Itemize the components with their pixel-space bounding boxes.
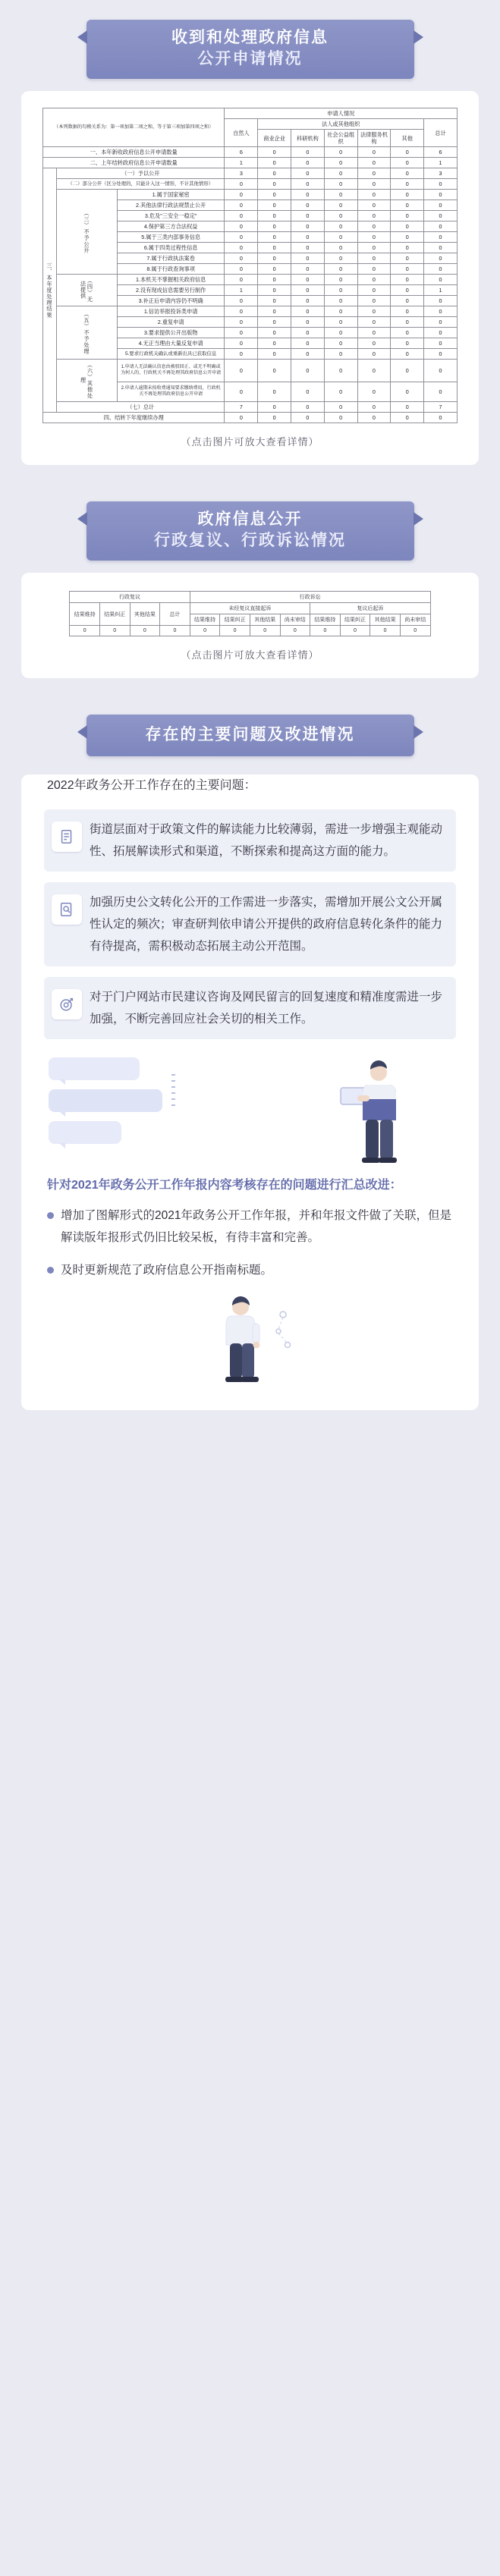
document-icon (52, 821, 82, 852)
cell: 0 (391, 275, 424, 285)
table2-col: 结果纠正 (340, 614, 370, 626)
cell: 0 (258, 402, 291, 413)
cell: 0 (324, 382, 357, 402)
table2-header-row1 (70, 592, 430, 603)
cell: 0 (357, 221, 391, 232)
cell: 0 (324, 338, 357, 349)
table-row (43, 158, 458, 168)
table1-col-natural: 自然人 (225, 119, 258, 147)
cell: 0 (324, 306, 357, 317)
cell: 3 (225, 168, 258, 179)
table2-group-litigation: 行政诉讼 (190, 592, 430, 603)
problems-card (21, 774, 479, 1410)
table1-col-legalsvc: 法律服务机构 (357, 130, 391, 147)
table-row (70, 626, 430, 636)
cell: 0 (258, 275, 291, 285)
cell: 0 (160, 626, 190, 636)
cell: 0 (258, 190, 291, 200)
section1-title-line1: 收到和处理政府信息 (171, 29, 329, 46)
cell: 0 (357, 317, 391, 328)
section1-banner (86, 20, 414, 79)
cell: 0 (225, 317, 258, 328)
cell: 0 (291, 243, 325, 253)
row-label: 3.危及"三安全一稳定" (117, 211, 225, 221)
cell: 0 (324, 147, 357, 158)
table1-col-legal-group: 法人或其他组织 (258, 119, 424, 130)
problem-text: 街道层面对于政策文件的解读能力比较薄弱，需进一步增强主观能动性、拓展解读形式和渠道，不断探索和提高这方面的能力。 (90, 823, 443, 858)
cell: 7 (225, 402, 258, 413)
cell: 0 (357, 243, 391, 253)
cell: 0 (391, 179, 424, 190)
cell: 0 (391, 147, 424, 158)
row-label: 1.本机关不掌握相关政府信息 (117, 275, 225, 285)
table1-col-social: 社会公益组织 (324, 130, 357, 147)
cell: 0 (225, 200, 258, 211)
table-row (43, 360, 458, 382)
improvement-heading: 针对2021年政务公开工作年报内容考核存在的问题进行汇总改进： (47, 1179, 402, 1192)
cell: 0 (357, 253, 391, 264)
cell: 0 (357, 264, 391, 275)
table1-col-other: 其他 (391, 130, 424, 147)
cell: 0 (225, 190, 258, 200)
walking-person-illustration (193, 1295, 307, 1390)
cell: 0 (291, 338, 325, 349)
row-label: 2.没有现成信息需要另行制作 (117, 285, 225, 296)
cell: 0 (357, 338, 391, 349)
cell: 0 (424, 349, 458, 360)
cell: 0 (391, 200, 424, 211)
row-label: 一、本年新收政府信息公开申请数量 (43, 147, 225, 158)
table2-header-row2 (70, 603, 430, 614)
improvement-text: 增加了图解形式的2021年政务公开工作年报，并和年报文件做了关联，但是解读版年报形式仍旧比较呆板，有待丰富和完善。 (61, 1209, 451, 1244)
cell: 0 (324, 168, 357, 179)
cell: 0 (291, 200, 325, 211)
table-row (43, 147, 458, 158)
section1-title-line2: 公开申请情况 (197, 50, 303, 68)
cell: 0 (391, 211, 424, 221)
cell: 0 (357, 190, 391, 200)
cell: 1 (424, 285, 458, 296)
cell: 0 (391, 306, 424, 317)
dashed-connector (171, 1070, 175, 1111)
cell: 0 (258, 147, 291, 158)
row-label: 5.属于三类内部事务信息 (117, 232, 225, 243)
cell: 0 (370, 626, 401, 636)
cell: 0 (225, 382, 258, 402)
row-label: 6.属于四类过程性信息 (117, 243, 225, 253)
cell: 0 (324, 328, 357, 338)
chat-bubble (49, 1057, 140, 1080)
cell: 0 (291, 413, 325, 423)
cell: 0 (424, 317, 458, 328)
table1-col-business: 商业企业 (258, 130, 291, 147)
cell: 0 (391, 190, 424, 200)
cell: 0 (225, 296, 258, 306)
cell: 0 (291, 382, 325, 402)
cell: 0 (357, 179, 391, 190)
cell: 6 (424, 147, 458, 158)
row-label: 2.重复申请 (117, 317, 225, 328)
section3-banner (86, 715, 414, 756)
cell: 0 (258, 243, 291, 253)
cell: 0 (391, 402, 424, 413)
table1-group-head: 申请人情况 (225, 108, 458, 119)
cell: 0 (291, 232, 325, 243)
section1-banner-wrap (0, 0, 500, 91)
cell: 0 (424, 382, 458, 402)
cell: 0 (291, 285, 325, 296)
cell: 0 (424, 264, 458, 275)
cell: 0 (391, 338, 424, 349)
section1-card (21, 91, 479, 465)
problem-item (44, 809, 456, 872)
table2-col: 结果纠正 (99, 603, 130, 626)
cell: 0 (310, 626, 341, 636)
cell: 0 (357, 382, 391, 402)
cell: 0 (225, 360, 258, 382)
cell: 0 (225, 328, 258, 338)
cell: 0 (400, 626, 430, 636)
section3-title: 存在的主要问题及改进情况 (145, 726, 355, 743)
cell: 0 (324, 243, 357, 253)
section2-card (21, 573, 479, 678)
row-label: 4.保护第三方合法权益 (117, 221, 225, 232)
cell: 0 (357, 168, 391, 179)
cell: 0 (258, 328, 291, 338)
cell: 0 (225, 243, 258, 253)
cell: 0 (258, 285, 291, 296)
cell: 0 (424, 275, 458, 285)
table2-col: 结果维持 (310, 614, 341, 626)
table-row (43, 275, 458, 285)
cell: 0 (258, 200, 291, 211)
bullet-dot (47, 1267, 54, 1274)
cell: 0 (324, 158, 357, 168)
cell: 0 (391, 158, 424, 168)
cell: 0 (225, 211, 258, 221)
cell: 0 (357, 402, 391, 413)
cell: 0 (324, 317, 357, 328)
cell: 0 (357, 296, 391, 306)
table-row (43, 402, 458, 413)
cell: 0 (357, 200, 391, 211)
cell: 3 (424, 168, 458, 179)
cell: 0 (291, 168, 325, 179)
cell: 0 (225, 338, 258, 349)
cell: 0 (291, 306, 325, 317)
improvement-text: 及时更新规范了政府信息公开指南标题。 (61, 1264, 273, 1277)
cell: 0 (391, 413, 424, 423)
cell: 0 (391, 285, 424, 296)
cell: 0 (391, 232, 424, 243)
person-illustration (335, 1057, 407, 1164)
row-label: 4.无正当理由大量反复申请 (117, 338, 225, 349)
table2-subgroup: 复议后起诉 (310, 603, 431, 614)
cell: 0 (225, 275, 258, 285)
table-row (43, 179, 458, 190)
table2-col: 尚未审结 (280, 614, 310, 626)
table2-col: 结果维持 (70, 603, 100, 626)
cell: 0 (258, 232, 291, 243)
table2-col: 结果纠正 (220, 614, 250, 626)
chat-bubble (49, 1121, 121, 1144)
cell: 0 (357, 349, 391, 360)
table2-col: 尚未审结 (400, 614, 430, 626)
table2-group-review: 行政复议 (70, 592, 190, 603)
problems-intro: 2022年政务公开工作存在的主要问题： (47, 779, 256, 792)
row-label: 3.补正后申请内容仍不明确 (117, 296, 225, 306)
cell: 0 (324, 190, 357, 200)
row-label: （二）部分公开（区分处理的，只能计入这一情形，不计其他情形） (57, 179, 225, 190)
cell: 0 (424, 200, 458, 211)
cell: 0 (225, 253, 258, 264)
table2-col: 总计 (160, 603, 190, 626)
improvement-item (47, 1259, 453, 1281)
cell: 0 (291, 328, 325, 338)
cell: 0 (424, 338, 458, 349)
cell: 0 (70, 626, 100, 636)
cell: 1 (225, 285, 258, 296)
illustration-consultation (44, 1050, 456, 1164)
cell: 0 (225, 413, 258, 423)
cell: 0 (391, 317, 424, 328)
cell: 0 (424, 243, 458, 253)
section2-title-line1: 政府信息公开 (197, 510, 303, 528)
cell: 0 (190, 626, 220, 636)
cell: 0 (357, 232, 391, 243)
cell: 0 (391, 264, 424, 275)
cell: 0 (324, 296, 357, 306)
table-row (43, 168, 458, 179)
cell: 0 (391, 253, 424, 264)
cell: 0 (258, 253, 291, 264)
cell: 0 (258, 158, 291, 168)
cell: 0 (357, 211, 391, 221)
cell: 0 (258, 221, 291, 232)
cell: 0 (391, 360, 424, 382)
cell: 0 (424, 253, 458, 264)
cell: 0 (424, 360, 458, 382)
cell: 0 (280, 626, 310, 636)
target-icon (52, 989, 82, 1019)
cell: 0 (424, 413, 458, 423)
cell: 0 (258, 296, 291, 306)
cell: 0 (357, 158, 391, 168)
cell: 0 (357, 285, 391, 296)
row-label: 2.申请人逾期未按收费通知要求缴纳费用，行政机关不再处理其政府信息公开申请 (117, 382, 225, 402)
row-group-label: （五）不予处理 (57, 306, 118, 360)
table1-wrapper[interactable] (42, 108, 458, 423)
cell: 0 (291, 147, 325, 158)
cell: 0 (220, 626, 250, 636)
cell: 0 (291, 275, 325, 285)
cell: 0 (291, 402, 325, 413)
cell: 0 (324, 179, 357, 190)
row-label: 2.其他法律行政法规禁止公开 (117, 200, 225, 211)
row-group-label: （三）不予公开 (57, 190, 118, 275)
cell: 0 (324, 211, 357, 221)
cell: 0 (324, 413, 357, 423)
cell: 0 (424, 211, 458, 221)
section3-banner-wrap (0, 695, 500, 768)
cell: 0 (391, 349, 424, 360)
cell: 0 (324, 200, 357, 211)
problem-text: 对于门户网站市民建议咨询及网民留言的回复速度和精准度需进一步加强，不断完善回应社会关切的相关工作。 (90, 991, 443, 1026)
table2-col: 结果维持 (190, 614, 220, 626)
row-label: 1.信访举报投诉类申请 (117, 306, 225, 317)
cell: 0 (291, 158, 325, 168)
cell: 0 (258, 264, 291, 275)
cell: 0 (250, 626, 280, 636)
cell: 0 (324, 349, 357, 360)
cell: 0 (424, 296, 458, 306)
cell: 0 (424, 190, 458, 200)
cell: 0 (324, 402, 357, 413)
cell: 0 (340, 626, 370, 636)
table1-col-total: 总计 (424, 119, 458, 147)
cell: 0 (291, 190, 325, 200)
improvement-item (47, 1205, 453, 1249)
cell: 0 (258, 211, 291, 221)
row-group-label: （六）其他处理 (57, 360, 118, 402)
cell: 0 (291, 349, 325, 360)
search-doc-icon (52, 894, 82, 925)
cell: 0 (225, 349, 258, 360)
row-label: 1.申请人无法确认信息由被驳回正、或无不明确或为何人的、行政机关不再处理其政府信息公开申请 (117, 360, 225, 382)
section2-banner (86, 501, 414, 561)
cell: 0 (357, 275, 391, 285)
problem-item (44, 977, 456, 1039)
problem-text: 加强历史公文转化公开的工作需进一步落实，需增加开展公文公开属性认定的频次；审查研判依申请公开提供的政府信息转化条件的能力有待提高，需积极动态拓展主动公开范围。 (90, 896, 443, 953)
cell: 0 (291, 296, 325, 306)
cell: 0 (391, 221, 424, 232)
cell: 7 (424, 402, 458, 413)
cell: 0 (324, 360, 357, 382)
cell: 0 (258, 338, 291, 349)
zoom-hint-1: （点击图片可放大查看详情） (181, 436, 319, 448)
table1-header-row1 (43, 108, 458, 119)
cell: 0 (258, 179, 291, 190)
cell: 0 (424, 232, 458, 243)
cell: 0 (258, 168, 291, 179)
cell: 0 (424, 179, 458, 190)
row-label: 7.属于行政执法案卷 (117, 253, 225, 264)
cell: 0 (391, 382, 424, 402)
problem-item (44, 882, 456, 966)
cell: 0 (424, 328, 458, 338)
cell: 0 (391, 168, 424, 179)
cell: 0 (291, 317, 325, 328)
cell: 0 (357, 328, 391, 338)
cell: 0 (291, 179, 325, 190)
row-label: 8.属于行政查询事项 (117, 264, 225, 275)
table-row (43, 190, 458, 200)
cell: 0 (324, 285, 357, 296)
table2-col: 其他结果 (370, 614, 401, 626)
cell: 6 (225, 147, 258, 158)
cell: 0 (391, 243, 424, 253)
cell: 0 (391, 296, 424, 306)
cell: 0 (324, 264, 357, 275)
cell: 0 (291, 264, 325, 275)
table-row (43, 413, 458, 423)
table-row (43, 306, 458, 317)
cell: 0 (225, 232, 258, 243)
illustration-walking-person (21, 1292, 479, 1390)
zoom-hint-2: （点击图片可放大查看详情） (181, 649, 319, 661)
cell: 0 (324, 221, 357, 232)
cell: 0 (99, 626, 130, 636)
cell: 0 (291, 253, 325, 264)
row-label-outer: 三、本年度处理结果 (43, 168, 57, 413)
cell: 0 (258, 360, 291, 382)
row-group-label: （四）无法提供 (57, 275, 118, 306)
table1-col-research: 科研机构 (291, 130, 325, 147)
cell: 0 (258, 306, 291, 317)
cell: 0 (258, 317, 291, 328)
cell: 0 (258, 413, 291, 423)
cell: 0 (357, 413, 391, 423)
row-label: 3.要求提供公开出版物 (117, 328, 225, 338)
cell: 1 (225, 158, 258, 168)
cell: 0 (291, 360, 325, 382)
section2-title-line2: 行政复议、行政诉讼情况 (154, 532, 346, 549)
cell: 0 (258, 349, 291, 360)
cell: 0 (225, 179, 258, 190)
chat-bubble (49, 1089, 162, 1112)
cell: 0 (225, 264, 258, 275)
cell: 0 (324, 232, 357, 243)
cell: 0 (424, 221, 458, 232)
table1-corner-note: （本列数据的勾稽关系为：第一项加第二项之和，等于第三项加第四项之和） (43, 108, 225, 147)
cell: 0 (225, 221, 258, 232)
row-label: （七）总计 (57, 402, 225, 413)
table2-col: 其他结果 (250, 614, 280, 626)
cell: 1 (424, 158, 458, 168)
cell: 0 (324, 253, 357, 264)
table2-subgroup: 未经复议直接起诉 (190, 603, 310, 614)
cell: 0 (357, 147, 391, 158)
row-label: 四、结转下年度继续办理 (43, 413, 225, 423)
cell: 0 (130, 626, 160, 636)
cell: 0 (291, 211, 325, 221)
cell: 0 (424, 306, 458, 317)
row-label: （一）予以公开 (57, 168, 225, 179)
row-label: 二、上年结转政府信息公开申请数量 (43, 158, 225, 168)
row-label: 1.属于国家秘密 (117, 190, 225, 200)
cell: 0 (225, 306, 258, 317)
cell: 0 (324, 275, 357, 285)
cell: 0 (291, 221, 325, 232)
cell: 0 (391, 328, 424, 338)
cell: 0 (357, 360, 391, 382)
review-litigation-table[interactable] (69, 591, 430, 636)
cell: 0 (357, 306, 391, 317)
bullet-dot (47, 1212, 54, 1219)
section2-banner-wrap (0, 482, 500, 573)
table2-col: 其他结果 (130, 603, 160, 626)
cell: 0 (258, 382, 291, 402)
application-statistics-table (42, 108, 458, 423)
row-label: 5.要求行政机关确认或重新出具已获取信息 (117, 349, 225, 360)
